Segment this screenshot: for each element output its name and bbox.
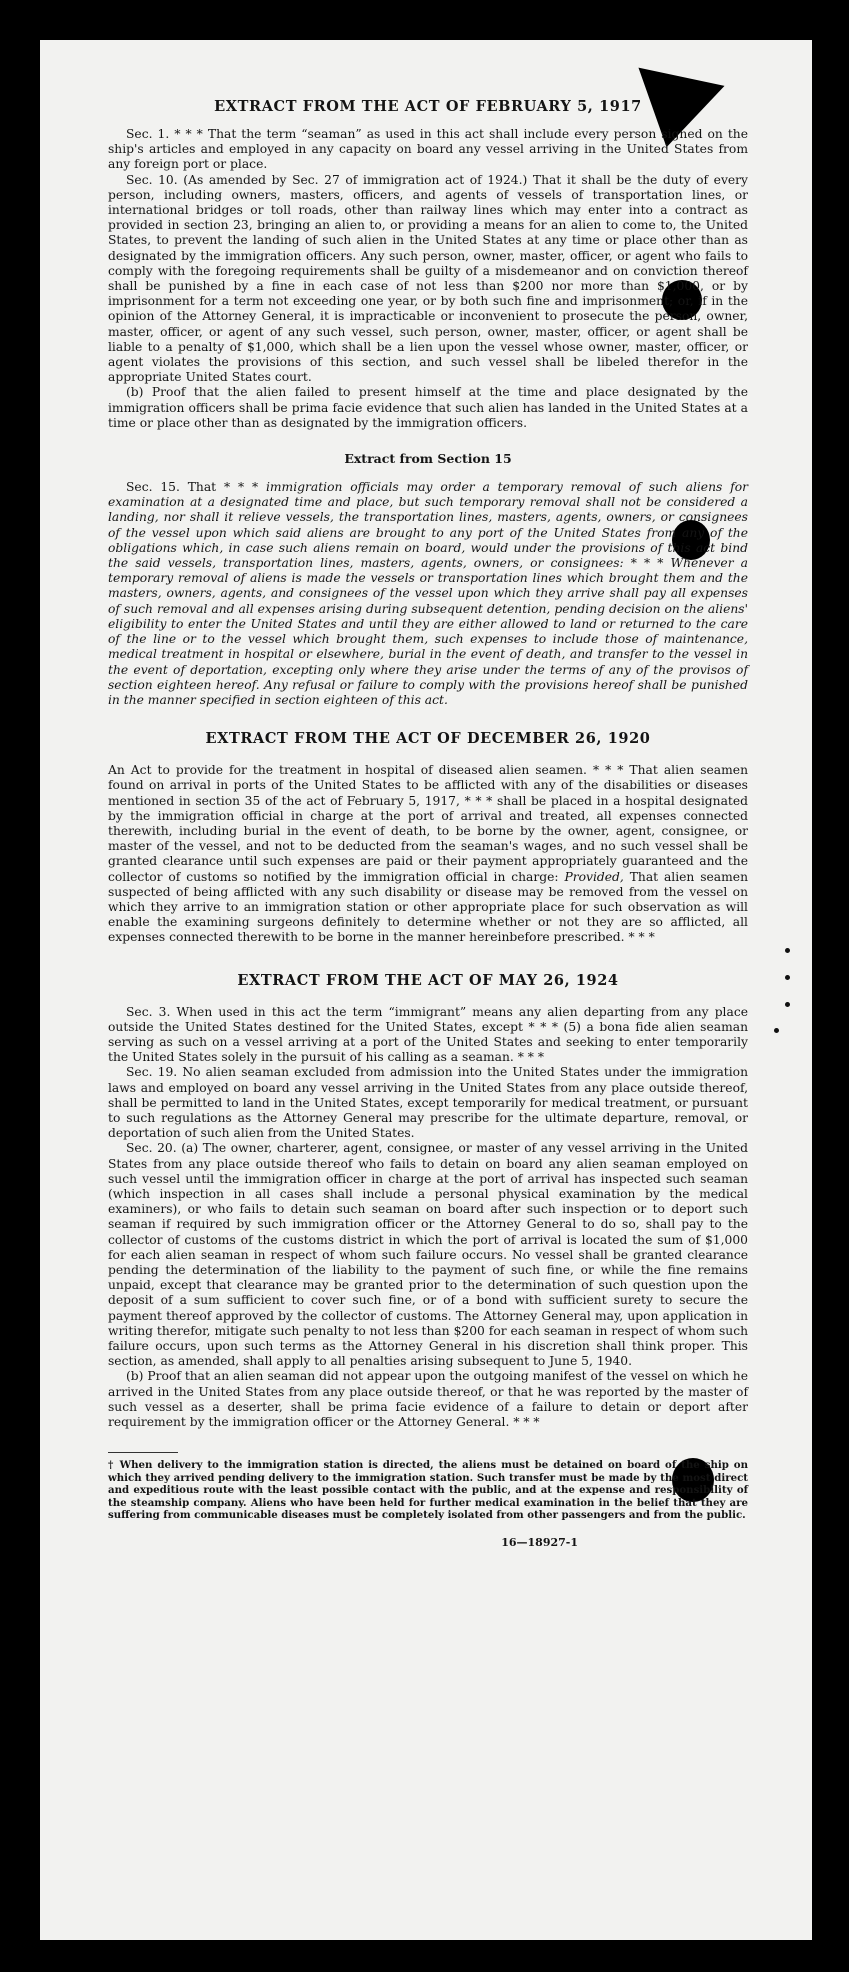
form-number: 16—18927-1	[501, 1535, 578, 1549]
heading-act-dec-1920: EXTRACT FROM THE ACT OF DECEMBER 26, 1920	[205, 730, 651, 748]
paragraph-text: (5) a bona fide alien seaman serving as such on a vessel arriving at a port of the United States and seeking to enter temporarily the United States solely in the pursuit of his calling as a seaman.	[108, 1019, 748, 1065]
paragraph-text: immigration officials may order a temporary removal of such aliens for examination at a designated time and place, but such temporary removal shall not be considered a landing, nor shall it relieve vessels, the transportation lines, masters, agents, owners, or consignees of the vessel upon which said aliens are brought to any port of the United States from any of the obligations which, in case such aliens remain on board, would under the provisions of this act bind the said vessels, transportation lines, masters, agents, owners, or consignees:	[108, 480, 748, 571]
paragraph-sec-19	[108, 1065, 748, 1141]
heading-section-15: Extract from Section 15	[344, 451, 512, 467]
ellipsis-stars: * * *	[592, 763, 624, 778]
paragraph-sec-1	[108, 127, 748, 173]
paragraph-act-1920	[108, 763, 748, 945]
ellipsis-stars: * * *	[464, 793, 493, 808]
paragraph-text: Whenever a temporary removal of aliens is made the vessels or transportation lines which brought them and the masters, owners, agents, and consignees of the vessel upon which they arrive shall pay all expenses of such removal and all expenses arising during subsequent detention, pending decision on the aliens' eligibility to enter the United States and until they are either allowed to land or returned to the care of the line or to the vessel which brought them, such expenses to include those of maintenance, medical treatment in hospital or elsewhere, burial in the event of death, and transfer to the vessel in the event of deportation, excepting only where they arise under the terms of any of the provisos of section eighteen hereof. Any refusal or failure to comply with the provisions hereof shall be punished in the manner specified in section eighteen of this act.	[108, 556, 748, 707]
proviso-label: Provided,	[564, 869, 624, 884]
section-label: Sec. 1.	[126, 127, 170, 141]
section-label: Sec. 19.	[126, 1065, 178, 1080]
margin-mark	[785, 975, 790, 980]
document-body	[108, 98, 748, 1549]
margin-mark	[785, 1002, 790, 1007]
paragraph-text: An Act to provide for the treatment in hospital of diseased alien seamen.	[108, 763, 587, 778]
paragraph-sec-20-b	[108, 1369, 748, 1430]
paragraph-text: (As amended by Sec. 27 of immigration act of 1924.) That it shall be the duty of every person, including owners, masters, officers, and agents of vessels of transportation lines, or international bridges or toll roads, other than railway lines which may enter into a contract as provided in section 23, bringing an alien to, or providing a means for an alien to come to, the United States, to prevent the landing of such alien in the United States at any time or place other than as designated by the immigration officers. Any such person, owner, master, officer, or agent who fails to comply with the foregoing requirements shall be guilty of a misdemeanor and on conviction thereof shall be punished by a fine in each case of not less than $200 nor more than $1,000, or by imprisonment for a term not exceeding one year, or by both such fine and imprisonment; or, if in the opinion of the Attorney General, it is impracticable or inconvenient to prosecute the person, owner, master, officer, or agent of any such vessel, such person, owner, master, officer, or agent shall be liable to a penalty of $1,000, which shall be a lien upon the vessel whose owner, master, officer, or agent violates the provisions of this section, and such vessel shall be libeled therefor in the appropriate United States court.	[108, 172, 749, 385]
ellipsis-stars: * * *	[528, 1019, 559, 1034]
section-label: Sec. 3.	[126, 1004, 171, 1019]
footnote-divider	[108, 1452, 178, 1453]
heading-act-feb-1917: EXTRACT FROM THE ACT OF FEBRUARY 5, 1917	[214, 98, 642, 115]
section-label: Sec. 15. That	[126, 480, 217, 495]
paragraph-sec-3	[108, 1005, 748, 1066]
paragraph-sec-10	[108, 173, 748, 386]
paragraph-text: (a) The owner, charterer, agent, consignee, or master of any vessel arriving in the United States from any place outside thereof who fails to detain on board any alien seaman employed on such vessel until the immigration officer in charge at the port of arrival has inspected such seaman (which inspection in all cases shall include a personal physical examination by the medical examiners), or who fails to detain such seaman on board after such inspection or to deport such seaman if required by such immigration officer or the Attorney General to do so, shall pay to the collector of customs of the customs district in which the port of arrival is located the sum of $1,000 for each alien seaman in respect of whom such failure occurs. No vessel shall be granted clearance pending the determination of the liability to the payment of such fine, or while the fine remains unpaid, except that clearance may be granted prior to the determination of such question upon the deposit of a sum sufficient to cover such fine, or of a bond with sufficient surety to secure the payment thereof approved by the collector of customs. The Attorney General may, upon application in writing therefor, mitigate such penalty to not less than $200 for each seaman in respect of whom such failure occurs, upon such terms as the Attorney General in his discretion shall think proper. This section, as amended, shall apply to all penalties arising subsequent to June 5, 1940.	[108, 1141, 749, 1369]
ellipsis-stars: * * *	[517, 1050, 544, 1065]
ellipsis-stars: * * *	[513, 1415, 540, 1430]
paragraph-sec-10-b: (b) Proof that the alien failed to present himself at the time and place designated by the immigration officers shall be prima facie evidence that such alien has landed in the United States at a time or place other than as designated by the immigration officers.	[108, 385, 748, 430]
margin-mark	[774, 1028, 779, 1033]
footnote: † When delivery to the immigration station is directed, the aliens must be detained on board of the ship on which they arrived pending delivery to the immigration station. Such transfer must be made by the most direct and expeditious route with the least possible contact with the public, and at the expense and responsibility of the steamship company. Aliens who have been held for further medical examination in the belief that they are suffering from communicable diseases must be completely isolated from other passengers and from the public.	[108, 1459, 748, 1522]
paragraph-sec-20	[108, 1141, 748, 1369]
paragraph-text: That alien seamen suspected of being afflicted with any such disability or disease may be removed from the vessel on which they arrive to an immigration station or other appropriate place for such observation as will enable the examining surgeons definitely to determine whether or not they are so afflicted, all expenses connected therewith to be borne in the manner hereinbefore prescribed.	[108, 869, 748, 945]
paragraph-text: shall be placed in a hospital designated by the immigration official in charge at the port of arrival and treated, all expenses connected therewith, including burial in the event of death, to be borne by the owner, agent, consignee, or master of the vessel, and not to be deducted from the seaman's wages, and no such vessel shall be granted clearance until such expenses are paid or their payment appropriately guaranteed and the collector of customs so notified by the immigration official in charge:	[108, 793, 749, 884]
margin-mark	[785, 948, 790, 953]
paragraph-text: That alien seamen found on arrival in ports of the United States to be afflicted with any of the disabilities or diseases mentioned in section 35 of the act of February 5, 1917,	[108, 763, 748, 808]
ellipsis-stars: * * *	[223, 480, 259, 495]
section-label: Sec. 20.	[126, 1141, 177, 1156]
paragraph-text: (b) Proof that an alien seaman did not appear upon the outgoing manifest of the vessel on which he arrived in the United States from any place outside thereof, or that he was reported by the master of such vessel as a deserter, shall be prima facie evidence of a failure to detain or deport after requirement by the immigration officer or the Attorney General.	[108, 1369, 748, 1430]
heading-act-may-1924: EXTRACT FROM THE ACT OF MAY 26, 1924	[237, 971, 619, 989]
paragraph-text: No alien seaman excluded from admission into the United States under the immigration laws and employed on board any vessel arriving in the United States from any place outside thereof, shall be permitted to land in the United States, except temporarily for medical treatment, or pursuant to such regulations as the Attorney General may prescribe for the ultimate departure, removal, or deportation of such alien from the United States.	[108, 1065, 748, 1141]
paragraph-sec-15	[108, 480, 748, 708]
ellipsis-stars: * * *	[628, 930, 655, 945]
section-label: Sec. 10.	[126, 172, 178, 187]
paragraph-text: When used in this act the term “immigrant” means any alien departing from any place outside the United States destined for the United States, except	[108, 1004, 748, 1034]
paragraph-text: That the term “seaman” as used in this act shall include every person signed on the ship's articles and employed in any capacity on board any vessel arriving in the United States from any foreign port or place.	[108, 127, 748, 172]
ellipsis-stars: * * *	[174, 127, 203, 141]
ellipsis-stars: * * *	[630, 556, 664, 571]
